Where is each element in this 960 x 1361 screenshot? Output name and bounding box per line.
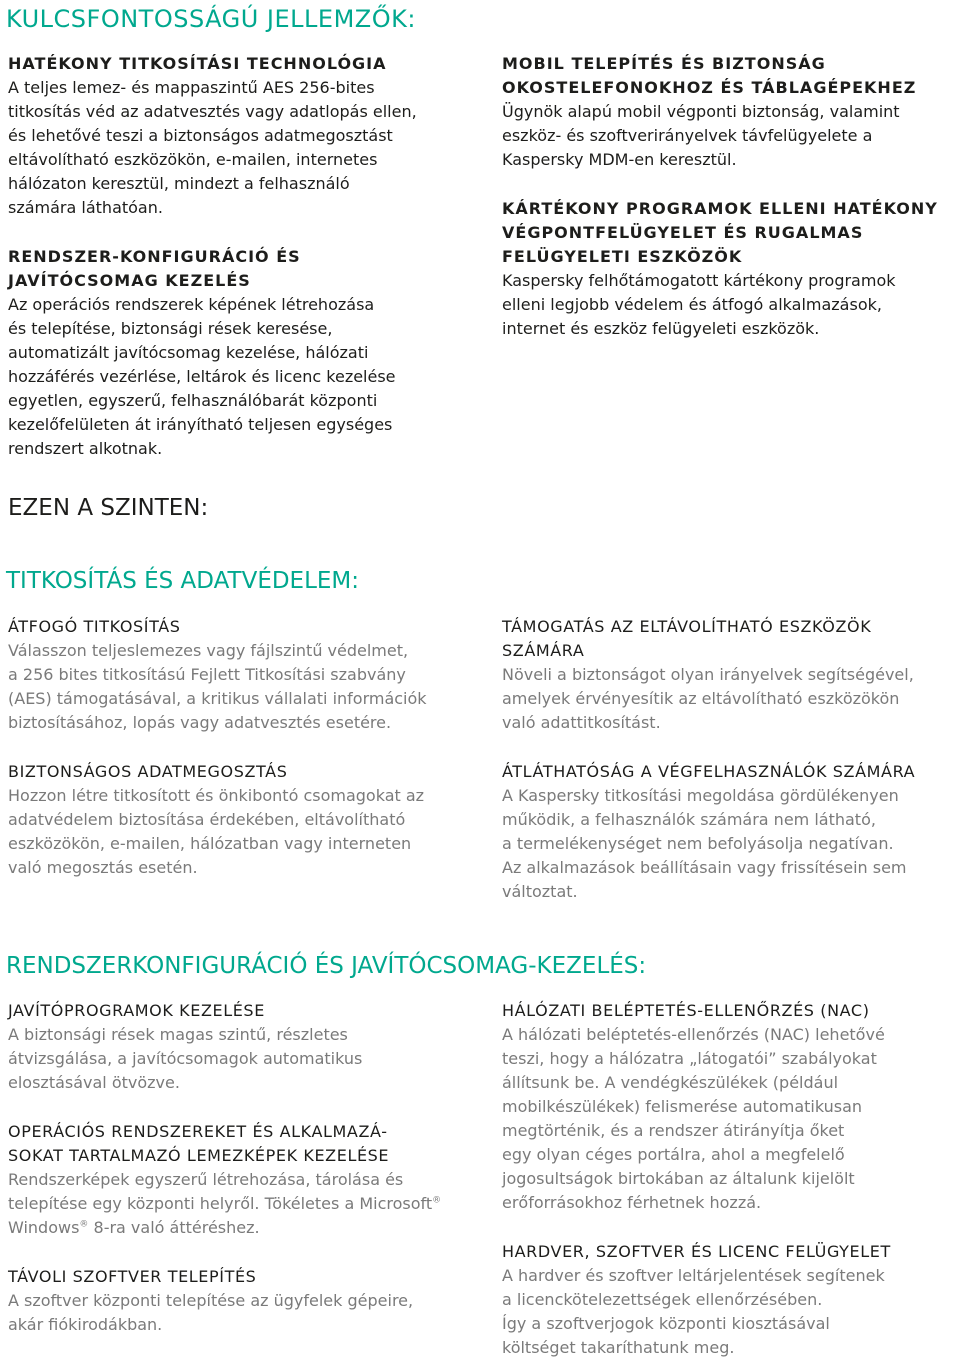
item-nac — [502, 999, 960, 1215]
feature-malware-body: Kaspersky felhőtámogatott kártékony programok elleni legjobb védelem és átfogó alkalmazások, internet és eszköz felügyeleti eszközök. — [502, 271, 896, 338]
item-full-encryption — [8, 615, 468, 735]
item-body: Hozzon létre titkosított és önkibontó csomagokat az adatvédelem biztosítása érdekében, eltávolítható eszközökön, e-mailen, hálózatban vagy interneten való megosztás esetén. — [8, 786, 425, 877]
item-body — [8, 1168, 468, 1240]
feature-encryption-title: HATÉKONY TITKOSÍTÁSI TECHNOLÓGIA — [8, 54, 387, 73]
feature-malware-title: KÁRTÉKONY PROGRAMOK ELLENI HATÉKONY VÉGPONTFELÜGYELET ÉS RUGALMAS FELÜGYELETI ESZKÖZÖK — [502, 199, 938, 266]
registered-mark: ® — [432, 1195, 442, 1206]
item-body: A hardver és szoftver leltárjelentések segítenek a licenckötelezettségek ellenőrzésében. Így a szoftverjogok központi kiosztásával költséget takaríthatunk meg. — [502, 1266, 885, 1357]
item-body-line: Windows — [8, 1218, 80, 1237]
item-title: BIZTONSÁGOS ADATMEGOSZTÁS — [8, 762, 288, 781]
item-title: ÁTFOGÓ TITKOSÍTÁS — [8, 617, 181, 636]
item-remote-install — [8, 1265, 468, 1337]
item-title: JAVÍTÓPROGRAMOK KEZELÉSE — [8, 1001, 265, 1020]
item-body: Növeli a biztonságot olyan irányelvek segítségével, amelyek érvényesítik az eltávolítható eszközökön való adattitkosítást. — [502, 665, 914, 732]
feature-mobile — [502, 52, 960, 172]
page-title: KULCSFONTOSSÁGÚ JELLEMZŐK: — [6, 5, 416, 33]
item-removable-devices — [502, 615, 960, 735]
item-transparency — [502, 760, 960, 904]
item-title: HARDVER, SZOFTVER ÉS LICENC FELÜGYELET — [502, 1242, 891, 1261]
item-body: A hálózati beléptetés-ellenőrzés (NAC) lehetővé teszi, hogy a hálózatra „látogatói” szabályokat állítsunk be. A vendégkészülékek (például mobilkészülékek) felismerése automatikusan megtörténik, és a rendszer átirányítja őket egy olyan céges portálra, ahol a megfelelő jogosultságok birtokában az általunk kijelölt erőforrásokhoz férhetnek hozzá. — [502, 1025, 885, 1212]
section-title-config: RENDSZERKONFIGURÁCIÓ ÉS JAVÍTÓCSOMAG-KEZELÉS: — [6, 953, 647, 979]
section-title-encryption: TITKOSÍTÁS ÉS ADATVÉDELEM: — [6, 568, 360, 594]
item-title: HÁLÓZATI BELÉPTETÉS-ELLENŐRZÉS (NAC) — [502, 1001, 870, 1020]
item-hw-sw-license — [502, 1240, 960, 1360]
feature-mobile-body: Ügynök alapú mobil végponti biztonság, valamint eszköz- és szoftverirányelvek távfelügyelete a Kaspersky MDM-en keresztül. — [502, 102, 900, 169]
feature-encryption — [8, 52, 468, 220]
feature-sysconfig — [8, 245, 468, 461]
feature-encryption-body: A teljes lemez- és mappaszintű AES 256-bites titkosítás véd az adatvesztés vagy adatlopás ellen, és lehetővé teszi a biztonságos adatmegosztást eltávolítható eszközökön, e-mailen, internetes hálózaton keresztül, mindezt a felhasználó számára láthatóan. — [8, 78, 417, 217]
item-body: A Kaspersky titkosítási megoldása gördülékenyen működik, a felhasználók számára nem látható, a termelékenységet nem befolyásolja negatívan. Az alkalmazások beállításain vagy frissítésein sem változtat. — [502, 786, 907, 901]
level-heading: EZEN A SZINTEN: — [8, 495, 209, 521]
item-os-images — [8, 1120, 468, 1240]
item-title: TÁMOGATÁS AZ ELTÁVOLÍTHATÓ ESZKÖZÖK SZÁMÁRA — [502, 617, 872, 660]
feature-sysconfig-body: Az operációs rendszerek képének létrehozása és telepítése, biztonsági rések keresése, automatizált javítócsomag kezelése, hálózati hozzáférés vezérlése, leltárok és licenc kezelése egyetlen, egyszerű, felhasználóbarát központi kezelőfelületen át irányítható teljesen egységes rendszert alkotnak. — [8, 295, 396, 458]
item-patch-management — [8, 999, 468, 1095]
item-body: A biztonsági rések magas szintű, részletes átvizsgálása, a javítócsomagok automatikus elosztásával ötvözve. — [8, 1025, 363, 1092]
feature-malware — [502, 197, 960, 341]
feature-sysconfig-title: RENDSZER-KONFIGURÁCIÓ ÉS JAVÍTÓCSOMAG KEZELÉS — [8, 247, 301, 290]
item-body: A szoftver központi telepítése az ügyfelek gépeire, akár fiókirodákban. — [8, 1291, 414, 1334]
item-secure-sharing — [8, 760, 468, 880]
item-body-line: telepítése egy központi helyről. Tökéletes a Microsoft — [8, 1194, 433, 1213]
feature-mobile-title: MOBIL TELEPÍTÉS ÉS BIZTONSÁG OKOSTELEFONOKHOZ ÉS TÁBLAGÉPEKHEZ — [502, 54, 917, 97]
item-title: ÁTLÁTHATÓSÁG A VÉGFELHASZNÁLÓK SZÁMÁRA — [502, 762, 916, 781]
item-body-line: Rendszerképek egyszerű létrehozása, tárolása és — [8, 1170, 404, 1189]
registered-mark: ® — [79, 1219, 89, 1230]
item-title: TÁVOLI SZOFTVER TELEPÍTÉS — [8, 1267, 257, 1286]
item-title: OPERÁCIÓS RENDSZEREKET ÉS ALKALMAZÁ- SOKAT TARTALMAZÓ LEMEZKÉPEK KEZELÉSE — [8, 1122, 390, 1165]
item-body: Válasszon teljeslemezes vagy fájlszintű védelmet, a 256 bites titkosítású Fejlett Titkosítási szabvány (AES) támogatásával, a kritikus vállalati információk biztosításához, lopás vagy adatvesztés esetére. — [8, 641, 427, 732]
item-body-line: 8-ra való áttéréshez. — [88, 1218, 260, 1237]
